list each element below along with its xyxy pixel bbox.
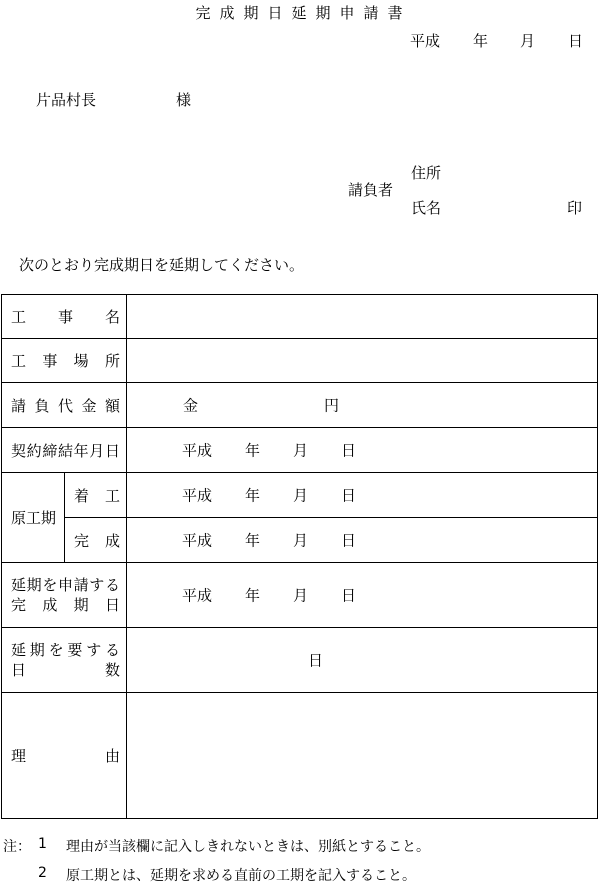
label-char: 成 bbox=[105, 531, 121, 550]
extension-days-label bbox=[2, 628, 127, 693]
label-char: る bbox=[104, 641, 120, 659]
label-char: 成 bbox=[42, 596, 58, 614]
label-char: 期 bbox=[73, 596, 89, 614]
label-char: 日 bbox=[104, 441, 120, 460]
extended-date-field[interactable] bbox=[127, 563, 598, 628]
row-extended-date bbox=[2, 563, 598, 628]
label-char: 完 bbox=[11, 596, 27, 614]
label-char: 金 bbox=[81, 396, 97, 415]
completion-month: 月 bbox=[293, 531, 309, 550]
addressee-honorific: 様 bbox=[176, 91, 192, 109]
completion-label bbox=[65, 518, 127, 563]
work-place-text bbox=[11, 350, 126, 371]
amount-prefix: 金 bbox=[183, 396, 199, 415]
label-char: 事 bbox=[58, 308, 74, 326]
contract-date-year: 年 bbox=[245, 441, 261, 460]
label-char: 月 bbox=[89, 441, 105, 460]
label-char: 締 bbox=[42, 441, 58, 460]
extended-era: 平成 bbox=[182, 586, 213, 605]
contract-date-label bbox=[2, 428, 127, 473]
contract-date-month: 月 bbox=[293, 441, 309, 460]
completion-era: 平成 bbox=[182, 531, 213, 550]
row-contract-date bbox=[2, 428, 598, 473]
label-char: 着 bbox=[74, 486, 90, 505]
completion-year: 年 bbox=[245, 531, 261, 550]
extension-days-line2 bbox=[11, 660, 126, 680]
label-char: 日 bbox=[11, 661, 27, 679]
completion-text bbox=[74, 530, 126, 551]
extended-year: 年 bbox=[245, 586, 261, 605]
applicant-label: 請負者 bbox=[348, 181, 394, 199]
amount-unit: 円 bbox=[324, 396, 340, 415]
days-unit: 日 bbox=[308, 651, 324, 670]
reason-text bbox=[11, 745, 126, 766]
reason-label bbox=[2, 693, 127, 819]
work-name-text bbox=[11, 306, 126, 327]
extended-day: 日 bbox=[341, 586, 357, 605]
label-char: 工 bbox=[11, 308, 27, 326]
label-char: 約 bbox=[26, 441, 42, 460]
label-char: す bbox=[89, 576, 105, 594]
label-char: 日 bbox=[104, 596, 120, 614]
label-char: 期 bbox=[26, 576, 42, 594]
seal-mark: 印 bbox=[567, 199, 583, 217]
label-char: 工 bbox=[105, 486, 121, 505]
extended-date-line2 bbox=[11, 595, 126, 615]
label-char: 年 bbox=[73, 441, 89, 460]
original-period-label: 原工期 bbox=[2, 473, 65, 563]
work-place-label bbox=[2, 339, 127, 383]
label-char: 額 bbox=[105, 396, 121, 415]
label-char: 代 bbox=[58, 396, 74, 415]
document-title: 完成期日延期申請書 bbox=[195, 4, 412, 22]
extended-date-line1 bbox=[11, 575, 126, 595]
notes-prefix: 注： bbox=[3, 839, 31, 855]
completion-date-field[interactable] bbox=[127, 518, 598, 563]
start-date-field[interactable] bbox=[127, 473, 598, 518]
label-char: 期 bbox=[29, 641, 45, 659]
contract-date-era: 平成 bbox=[182, 441, 213, 460]
label-char: 請 bbox=[73, 576, 89, 594]
header-day: 日 bbox=[568, 32, 584, 50]
reason-field[interactable] bbox=[127, 693, 598, 819]
start-day: 日 bbox=[341, 486, 357, 505]
note-2-text: 原工期とは、延期を求める直前の工期を記入すること。 bbox=[66, 868, 416, 884]
row-contract-amount bbox=[2, 383, 598, 428]
contract-amount-field[interactable] bbox=[127, 383, 598, 428]
row-reason bbox=[2, 693, 598, 819]
contract-date-field[interactable] bbox=[127, 428, 598, 473]
start-era: 平成 bbox=[182, 486, 213, 505]
label-char: 要 bbox=[67, 641, 83, 659]
row-original-start bbox=[2, 473, 598, 518]
start-label bbox=[65, 473, 127, 518]
work-name-field[interactable] bbox=[127, 295, 598, 339]
label-char: 延 bbox=[11, 641, 27, 659]
contract-date-day: 日 bbox=[341, 441, 357, 460]
label-char: 延 bbox=[11, 576, 27, 594]
work-name-label bbox=[2, 295, 127, 339]
extension-days-field[interactable] bbox=[127, 628, 598, 693]
contract-date-text bbox=[11, 440, 126, 461]
label-char: を bbox=[48, 641, 64, 659]
label-char: る bbox=[104, 576, 120, 594]
work-place-field[interactable] bbox=[127, 339, 598, 383]
label-char: す bbox=[86, 641, 102, 659]
completion-day: 日 bbox=[341, 531, 357, 550]
row-extension-days bbox=[2, 628, 598, 693]
row-original-completion bbox=[2, 518, 598, 563]
label-char: 事 bbox=[42, 352, 58, 370]
label-char: 結 bbox=[57, 441, 73, 460]
label-char: 完 bbox=[74, 531, 90, 550]
contract-amount-text bbox=[11, 395, 126, 416]
label-char: 由 bbox=[105, 747, 121, 765]
address-label: 住所 bbox=[411, 164, 442, 182]
label-char: 数 bbox=[105, 661, 121, 679]
intro-text: 次のとおり完成期日を延期してください。 bbox=[19, 256, 305, 274]
header-era: 平成 bbox=[410, 32, 441, 50]
label-char: を bbox=[42, 576, 58, 594]
label-char: 契 bbox=[11, 441, 27, 460]
extended-date-label bbox=[2, 563, 127, 628]
note-1-text: 理由が当該欄に記入しきれないときは、別紙とすること。 bbox=[66, 839, 430, 855]
label-char: 請 bbox=[11, 396, 27, 415]
contract-amount-label bbox=[2, 383, 127, 428]
label-char: 所 bbox=[104, 352, 120, 370]
name-label: 氏名 bbox=[411, 199, 442, 217]
label-char: 場 bbox=[73, 352, 89, 370]
addressee-name: 片品村長 bbox=[36, 91, 97, 109]
row-work-name bbox=[2, 295, 598, 339]
note-1-number: 1 bbox=[38, 836, 47, 852]
application-table bbox=[1, 294, 598, 819]
note-2-number: 2 bbox=[38, 865, 47, 881]
header-month: 月 bbox=[520, 32, 536, 50]
extension-days-line1 bbox=[11, 640, 126, 660]
label-char: 名 bbox=[105, 308, 121, 326]
extended-month: 月 bbox=[293, 586, 309, 605]
header-year: 年 bbox=[473, 32, 489, 50]
label-char: 工 bbox=[11, 352, 27, 370]
row-work-place bbox=[2, 339, 598, 383]
label-char: 負 bbox=[34, 396, 50, 415]
start-month: 月 bbox=[293, 486, 309, 505]
start-year: 年 bbox=[245, 486, 261, 505]
label-char: 申 bbox=[57, 576, 73, 594]
label-char: 理 bbox=[11, 747, 27, 765]
start-text bbox=[74, 485, 126, 506]
